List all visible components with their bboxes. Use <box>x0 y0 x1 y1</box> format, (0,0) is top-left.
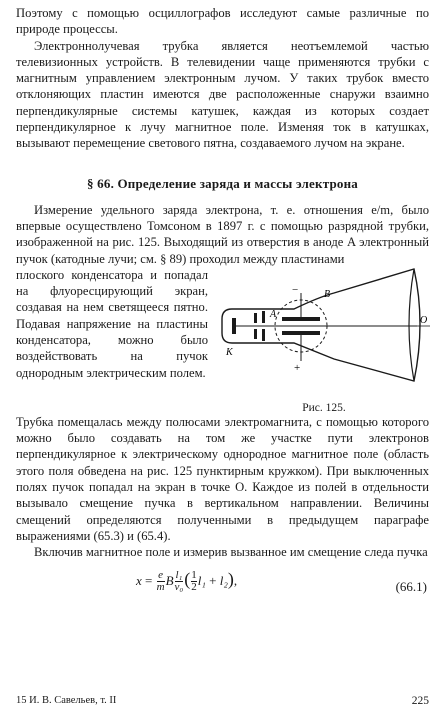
figure-caption: Рис. 125. <box>302 401 346 414</box>
label-cathode: K <box>226 346 233 358</box>
formula-expression: x = $\frac{e}{m}$ B $\frac{\text{l₁}}{\text{v₀}}$ ( $\frac{1}{2}$ l₁ + l₂), <box>136 568 238 594</box>
anode2-upper <box>262 311 265 323</box>
capacitor-upper-plate <box>282 317 320 321</box>
label-minus: − <box>292 283 299 296</box>
label-anode: A <box>270 308 277 320</box>
fraction-half: $\frac{1}{2}$ <box>191 569 197 594</box>
page-footer <box>16 695 429 707</box>
tube-outline <box>222 269 420 381</box>
capacitor-lower-plate <box>282 331 320 335</box>
paragraph-1: Поэтому с помощью осциллографов исследуют самые различные по природе процессы. <box>16 6 429 37</box>
fraction-e-m: $\frac{e}{m}$ <box>156 569 165 594</box>
anode-lower <box>254 329 257 339</box>
paragraph-3-continued: Трубка помещалась между полюсами электромагнита, с помощью которого можно было создавать на том же участке пути электронов перпендикулярное к электрическому однородное магнитное поле (область этого поля обведена на рис. 125 пунктирным кружком). При выключенных полях пучок попадал на экран в точке O. Каждое из полей в отдельности вызывало смещение пучка в вертикальном направлении. Величины смещений определяются полученными в предыдущем параграфе выражениями (65.3) и (65.4). <box>16 414 429 543</box>
screen <box>409 269 414 381</box>
formula-number: (66.1) <box>395 578 427 594</box>
paragraph-3: Измерение удельного заряда электрона, т. е. отношения e/m, было впервые осуществлено Томсоном в 1897 г. с помощью разрядной трубки, изображенной на рис. 125. Выходящий из отверстия в аноде A электронный пучок (катодные лучи; см. § 89) проходил между пластинами <box>16 202 429 266</box>
page-number: 225 <box>411 695 429 707</box>
wrapped-text-column <box>16 267 208 381</box>
section-title: § 66. Определение заряда и массы электрона <box>87 175 358 191</box>
fraction-l1-v0: $\frac{\text{l₁}}{\text{v₀}}$ <box>174 569 184 594</box>
anode2-lower <box>262 329 265 341</box>
paragraph-3-wrapped: плоского конденсатора и попадал на флуоресцирующий экран, создавая на нем светящееся пятно. Подавая напряжение на пластины конденсатора, можно было воздействовать на пучок однородным электрическим полем. <box>16 267 208 380</box>
label-screen-point: O <box>420 314 428 326</box>
formula-lhs: x <box>136 572 142 588</box>
anode-upper <box>254 313 257 323</box>
formula-66-1 <box>16 567 429 607</box>
label-plus: + <box>294 361 301 374</box>
figure-125 <box>214 263 434 414</box>
paragraph-2: Электроннолучевая трубка является неотъемлемой частью телевизионных устройств. В телевидении чаще применяются трубки с магнитным управлением электронным лучом. У таких трубок вместо отклоняющих пластин имеются две расположенные снаружи взаимно перпендикулярные системы катушек, каждая из которых создает перпендикулярное к лучу магнитное поле. Изменяя ток в катушках, вызывают перемещение светового пятна, создаваемого лучом на экране. <box>16 38 429 151</box>
printer-signature: 15 И. В. Савельев, т. II <box>16 695 117 706</box>
thomson-tube-diagram <box>214 263 434 398</box>
text-figure-row <box>16 267 429 414</box>
paragraph-4: Включив магнитное поле и измерив вызванное им смещение следа пучка <box>34 545 428 560</box>
label-field: B <box>324 288 331 300</box>
cathode <box>232 318 236 334</box>
